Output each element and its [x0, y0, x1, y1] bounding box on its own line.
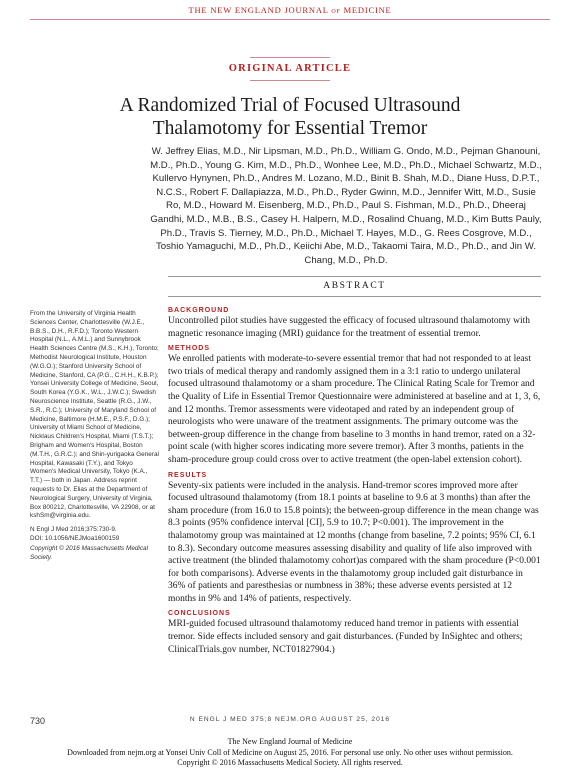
conclusions-text: MRI-guided focused ultrasound thalamotomy reduced hand tremor in patients with essential tremor. Side effects included sensory and gait disturbances. (Funded by InSightec and others; ClinicalTrials.gov number, NCT01827904.) [168, 619, 523, 655]
download-notice-copyright: Copyright © 2016 Massachusetts Medical Society. All rights reserved. [177, 758, 403, 767]
article-type-top-rule [250, 57, 330, 58]
citation-line: N Engl J Med 2016;375:730-9. [30, 526, 117, 534]
page-number: 730 [30, 716, 46, 726]
running-footer: N ENGL J MED 375;8 NEJM.ORG AUGUST 25, 2016 [189, 716, 391, 723]
affiliations-note: From the University of Virginia Health Sciences Center, Charlottesville (W.J.E., B.B.S., D.H., R.F.D.); Toronto Western Hospital (N.L., A.M.L.) and Sunnybrook Health Sciences Centre (M.S., K.H.), Toronto; Methodist Neurological Institute, Houston (W.G.O.); Stanford University School of Medicine, Stanford, CA (P.G., C.H.H., K.B.P.); Yonsei University College of Medicine, Seoul, South Korea (Y.G.K., W.L., J.W.C.); Swedish Neuroscience Institute, Seattle (R.G., J.W., S.R., R.C.); University of Maryland School of Medicine, Baltimore (H.M.E., P.S.F., D.G.); University of Miami School of Medicine, Nicklaus Children's Hospital, Miami (T.S.T.); Brigham and Women's Hospital, Boston (M.T.H., G.R.C.); and Shin-yurigaoka General Hospital, Kawasaki (T.Y.), and Tokyo Women's Medical University, Tokyo (K.A., T.T.) — both in Japan. Address reprint requests to Dr. Elias at the Department of Neurological Surgery, University of Virginia, Box 800212, Charlottesville, VA 22908, or at kshSm@virginia.edu. [30, 310, 159, 520]
doi-line: DOI: 10.1056/NEJMoa1600159 [30, 534, 120, 542]
results-text: Seventy-six patients were included in the analysis. Hand-tremor scores improved more after focused ultrasound thalamotomy (from 18.1 points at baseline to 9.6 at 3 months) than after the sham procedure (from 16.0 to 15.8 points); the between-group difference in the mean change was 8.3 points (95% confidence interval [CI], 5.9 to 10.7; P<0.001). The improvement in the thalamotomy group was maintained at 12 months (change from baseline, 7.2 points; 95% CI, 6.1 to 8.3). Secondary outcome measures assessing disability and quality of life also improved with active treatment (the blinded thalamotomy cohort)as compared with the sham procedure (P<0.001 for both comparisons). Adverse events in the thalamotomy group included gait disturbance in 36% of patients and paresthesias or numbness in 38%; these adverse events persisted at 12 months in 9% and 14% of patients, respectively. [168, 480, 541, 604]
abstract-label: ABSTRACT [323, 281, 386, 291]
article-title [0, 94, 580, 140]
title-line-1: A Randomized Trial of Focused Ultrasound [119, 95, 461, 116]
copyright-line: Copyright © 2016 Massachusetts Medical Society. [30, 544, 149, 561]
abstract-top-rule [168, 276, 541, 277]
journal-header: THE NEW ENGLAND JOURNAL of MEDICINE [188, 5, 392, 15]
background-heading: BACKGROUND [168, 307, 230, 314]
conclusions-heading: CONCLUSIONS [168, 610, 231, 618]
abstract-body [168, 307, 541, 661]
download-notice-source: Downloaded from nejm.org at Yonsei Univ Coll of Medicine on August 25, 2016. For personal use only. No other uses without permission. [67, 747, 513, 757]
background-text: Uncontrolled pilot studies have suggested the efficacy of focused ultrasound thalamotomy with magnetic resonance imaging (MRI) guidance for the treatment of essential tremor. [168, 316, 531, 339]
header-rule [30, 19, 550, 20]
results-heading: RESULTS [168, 471, 208, 479]
sidebar [30, 310, 160, 562]
methods-text: We enrolled patients with moderate-to-severe essential tremor that had not responded to at least two trials of medical therapy and randomly assigned them in a 3:1 ratio to undergo unilateral focused ultrasound thalamotomy or a sham procedure. The Clinical Rating Scale for Tremor and the Quality of Life in Essential Tremor Questionnaire were administered at baseline and at 1, 3, 6, and 12 months. Tremor assessments were videotaped and rated by an independent group of neurologists who were unaware of the treatment assignments. The primary outcome was the between-group difference in the change from baseline to 3 months in hand tremor, rated on a 32-point scale (with higher scores indicating more severe tremor). After 3 months, patients in the sham-procedure group could cross over to active treatment (the open-label extension cohort). [168, 354, 541, 465]
title-line-2: Thalamotomy for Essential Tremor [152, 118, 428, 139]
download-notice [0, 737, 580, 769]
article-type-label: ORIGINAL ARTICLE [228, 63, 352, 74]
article-type-bottom-rule [250, 80, 330, 81]
author-list: W. Jeffrey Elias, M.D., Nir Lipsman, M.D., Ph.D., William G. Ondo, M.D., Pejman Ghanouni, M.D., Ph.D., Young G. Kim, M.D., Ph.D., Wonhee Lee, M.D., Ph.D., Michael Schwartz, M.D., Kullervo Hynynen, Ph.D., Andres M. Lozano, M.D., Binit B. Shah, M.D., Diane Huss, D.P.T., N.C.S., Robert F. Dallapiazza, M.D., Ph.D., Ryder Gwinn, M.D., Jennifer Witt, M.D., Susie Ro, M.D., Howard M. Eisenberg, M.D., Ph.D., Paul S. Fishman, M.D., Ph.D., Dheeraj Gandhi, M.D., M.B., B.S., Casey H. Halpern, M.D., Rosalind Chuang, M.D., Kim Butts Pauly, Ph.D., Travis S. Tierney, M.D., Ph.D., Michael T. Hayes, M.D., G. Rees Cosgrove, M.D., Toshio Yamaguchi, M.D., Ph.D., Keiichi Abe, M.D., Takaomi Taira, M.D., Ph.D., and Jin W. Chang, M.D., Ph.D. [150, 146, 542, 266]
abstract-bottom-rule [168, 296, 541, 297]
download-notice-journal: The New England Journal of Medicine [227, 737, 353, 746]
methods-heading: METHODS [168, 345, 210, 353]
